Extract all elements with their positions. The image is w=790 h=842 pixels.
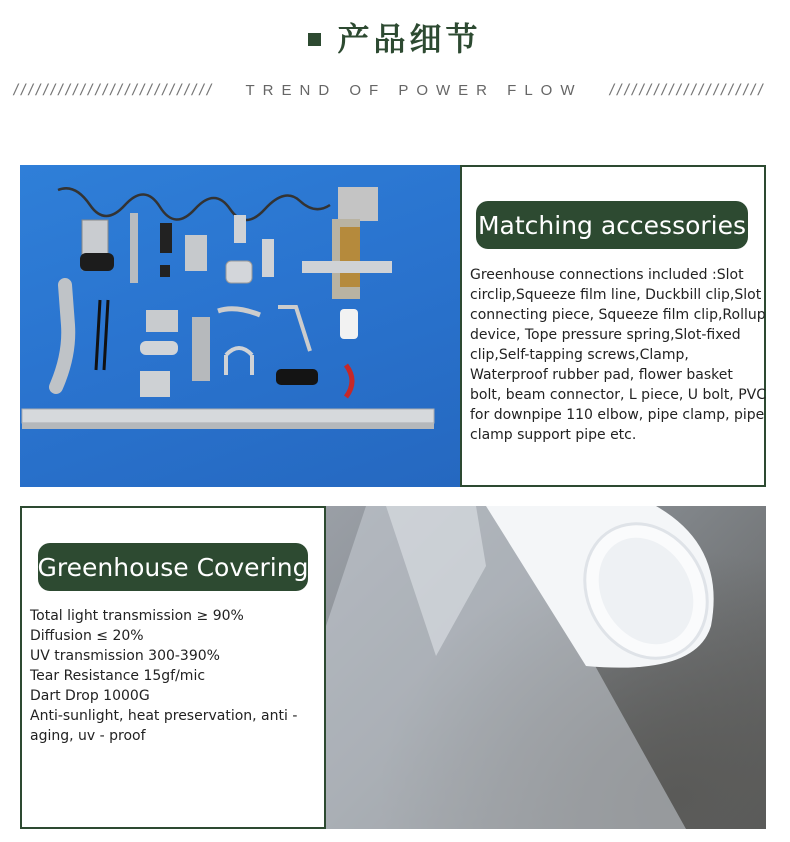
covering-heading: Greenhouse Covering [38,543,308,591]
spec-features-line1: Anti-sunlight, heat preservation, anti - [30,708,298,724]
spec-dart-drop: Dart Drop 1000G [30,688,150,704]
accessories-description: Greenhouse connections included :Slot circlip,Squeeze film line, Duckbill clip,Slot connecting piece, Squeeze film clip,Rollup device, Tope pressure spring,Slot-fixed clip,Self-tapping screws,Clamp, Waterproof rubber pad, flower basket bolt, beam connector, L piece, U bolt, PVC for downpipe 110 elbow, pipe clamp, pipe clamp support pipe etc. [470,267,767,443]
tagline: TREND OF POWER FLOW [245,81,583,99]
accessories-photo [20,165,460,487]
spec-light-transmission: Total light transmission ≥ 90% [30,608,244,624]
spec-uv-transmission: UV transmission 300-390% [30,648,220,664]
spec-features-line2: aging, uv - proof [30,728,146,744]
accessories-heading: Matching accessories [476,201,748,249]
title-square-icon [308,33,321,46]
covering-info-box [20,506,326,829]
spec-diffusion: Diffusion ≤ 20% [30,628,144,644]
film-roll-photo [326,506,766,829]
tagline-row [0,80,790,100]
accessories-info-box [460,165,766,487]
decorative-slashes-right: ///////////////////// [607,82,764,98]
section-title-text: 产品细节 [337,20,482,58]
decorative-slashes-left: /////////////////////////// [12,82,213,98]
spec-tear-resistance: Tear Resistance 15gf/mic [30,668,206,684]
covering-specs-list [30,606,320,746]
section-title [0,14,790,60]
